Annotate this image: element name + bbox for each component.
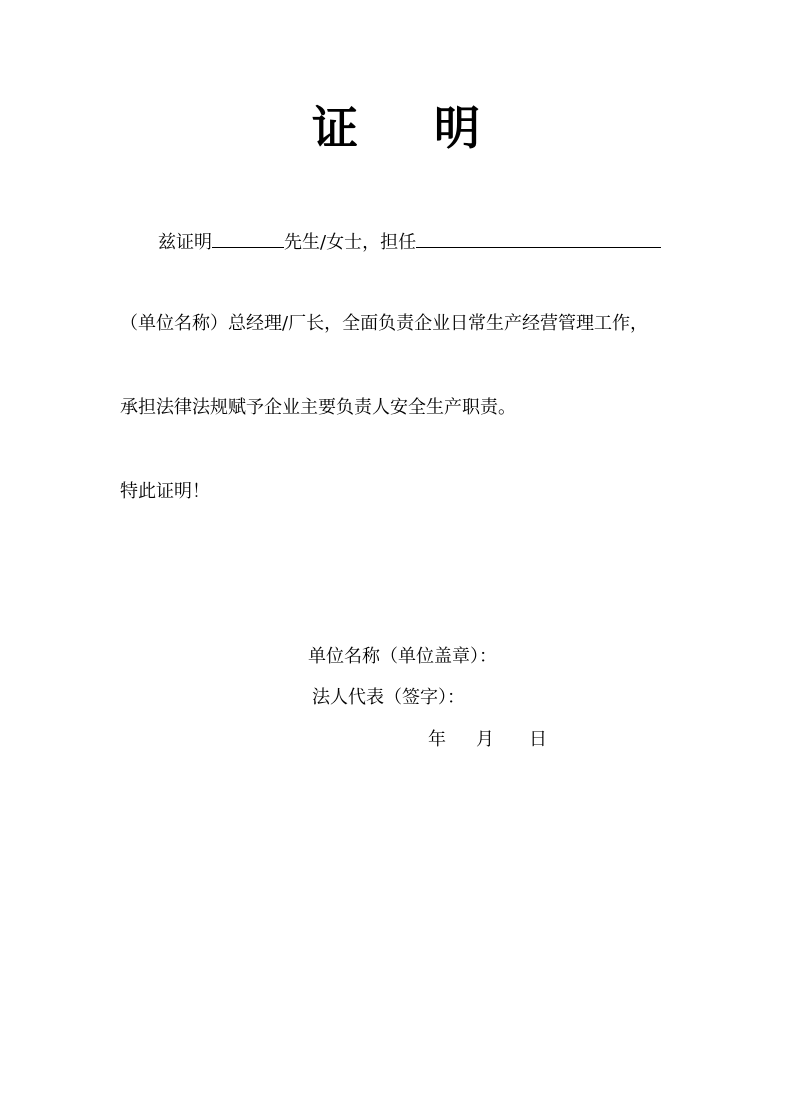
body-line-2: （单位名称）总经理/厂长，全面负责企业日常生产经营管理工作，: [120, 313, 649, 334]
body-line-4: 特此证明！: [120, 481, 210, 502]
date-line: [428, 728, 547, 752]
line1-prefix: 兹证明: [158, 232, 212, 253]
date-month: 月: [476, 729, 494, 750]
line1-mid: 先生/女士，担任: [284, 232, 417, 253]
company-seal-label: 单位名称（单位盖章）：: [308, 646, 497, 667]
title-char-1: 证: [312, 101, 358, 155]
date-year: 年: [428, 729, 446, 750]
body-line-3: 承担法律法规赋予企业主要负责人安全生产职责。: [120, 397, 516, 418]
title-char-2: 明: [434, 101, 480, 155]
document-title: [0, 98, 792, 158]
company-name-blank[interactable]: [416, 229, 661, 248]
body-line-1: [158, 229, 661, 255]
date-day: 日: [529, 729, 547, 750]
person-name-blank[interactable]: [212, 229, 284, 248]
legal-rep-signature-label: 法人代表（签字）：: [312, 687, 465, 708]
